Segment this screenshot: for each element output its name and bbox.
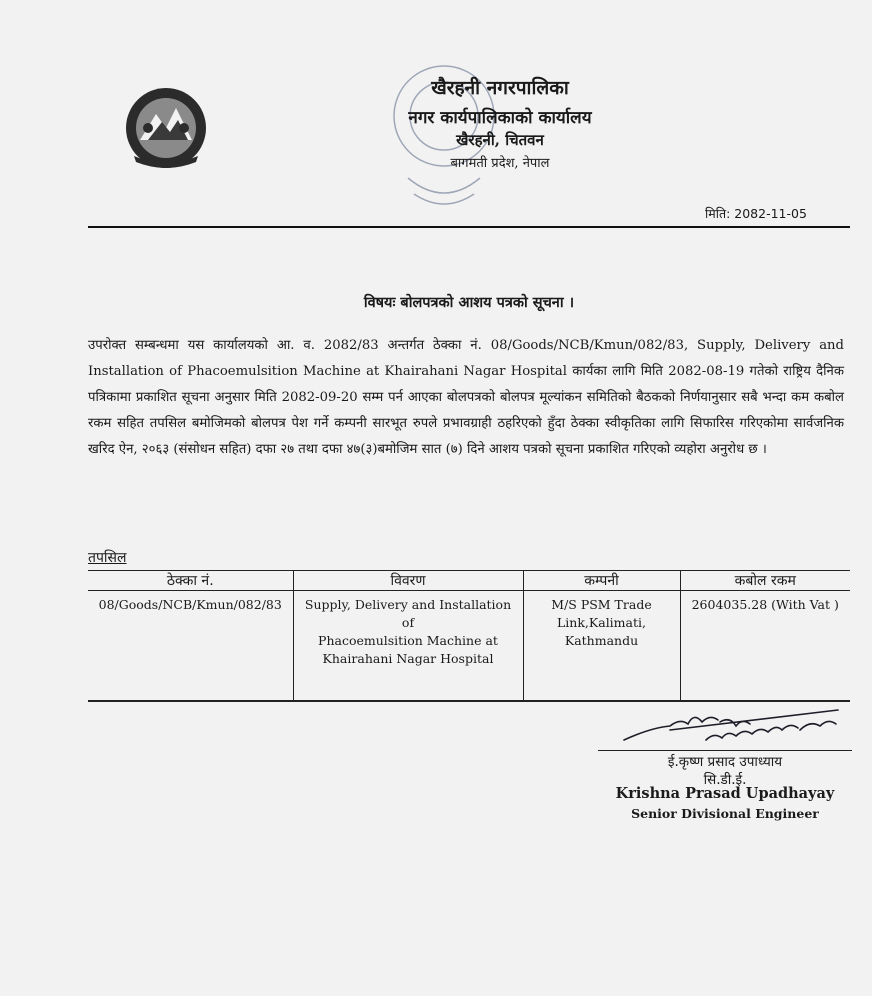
signer-name-nepali: ई.कृष्ण प्रसाद उपाध्याय: [667, 754, 783, 770]
office-location: खैरहनी, चितवन: [456, 131, 544, 149]
cell-description: [293, 591, 523, 702]
details-label: तपसिल: [88, 550, 127, 566]
company-line: M/S PSM Trade: [551, 597, 652, 612]
letter-subject: विषयः बोलपत्रको आशय पत्रको सूचना ।: [363, 294, 575, 311]
signer-name: Krishna Prasad Upadhayay: [615, 785, 835, 802]
office-subtitle: नगर कार्यपालिकाको कार्यालय: [408, 108, 592, 128]
cell-bid-amount: 2604035.28 (With Vat ): [680, 591, 850, 702]
description-line: Khairahani Nagar Hospital: [322, 651, 494, 666]
office-name: खैरहनी नगरपालिका: [431, 77, 569, 99]
header-contract-no: ठेक्का नं.: [88, 571, 293, 591]
description-line: Phacoemulsition Machine at: [318, 633, 498, 648]
signer-title-nepali: सि.डी.ई.: [703, 772, 747, 788]
description-line: Supply, Delivery and Installation of: [304, 597, 512, 630]
table-header-row: [88, 571, 850, 591]
company-line: Link,Kalimati,: [557, 615, 646, 630]
nepal-emblem-icon: [118, 78, 214, 174]
signer-title: Senior Divisional Engineer: [631, 806, 819, 821]
header-company: कम्पनी: [523, 571, 680, 591]
signature-icon: [610, 700, 858, 752]
header-bid-amount: कबोल रकम: [680, 571, 850, 591]
cell-contract-no: 08/Goods/NCB/Kmun/082/83: [88, 591, 293, 702]
cell-company: [523, 591, 680, 702]
company-line: Kathmandu: [564, 633, 639, 648]
office-address: बागमती प्रदेश, नेपाल: [450, 156, 550, 171]
letter-date: मिति: 2082-11-05: [705, 206, 807, 221]
letter-body: उपरोक्त सम्बन्धमा यस कार्यालयको आ. व. 2082/83 अन्तर्गत ठेक्का नं. 08/Goods/NCB/Kmun/082/83, Supply, Delivery and Installation of Phacoemulsition Machine at Khairahani Nagar Hospital कार्यका लागि मिति 2082-08-19 गतेको राष्ट्रिय दैनिक पत्रिकामा प्रकाशित सूचना अनुसार मिति 2082-09-20 सम्म पर्न आएका बोलपत्रको बोलपत्र मूल्यांकन समितिको बैठकको निर्णयानुसार सबै भन्दा कम कबोल रकम सहित तपसिल बमोजिमको बोलपत्र पेश गर्ने कम्पनी सारभूत रुपले प्रभावग्राही ठहरिएको हुँदा ठेक्का स्वीकृतिका लागि सिफारिस गरिएकोमा सार्वजनिक खरिद ऐन, २०६३ (संसोधन सहित) दफा २७ तथा दफा ४७(३)बमोजिम सात (७) दिने आशय पत्रको सूचना प्रकाशित गरिएको व्यहोरा अनुरोध छ ।: [88, 338, 844, 457]
table-row: [88, 591, 850, 702]
header-description: विवरण: [293, 571, 523, 591]
header-divider: [88, 226, 850, 228]
details-table: [88, 570, 850, 702]
signature-line: [598, 750, 852, 751]
